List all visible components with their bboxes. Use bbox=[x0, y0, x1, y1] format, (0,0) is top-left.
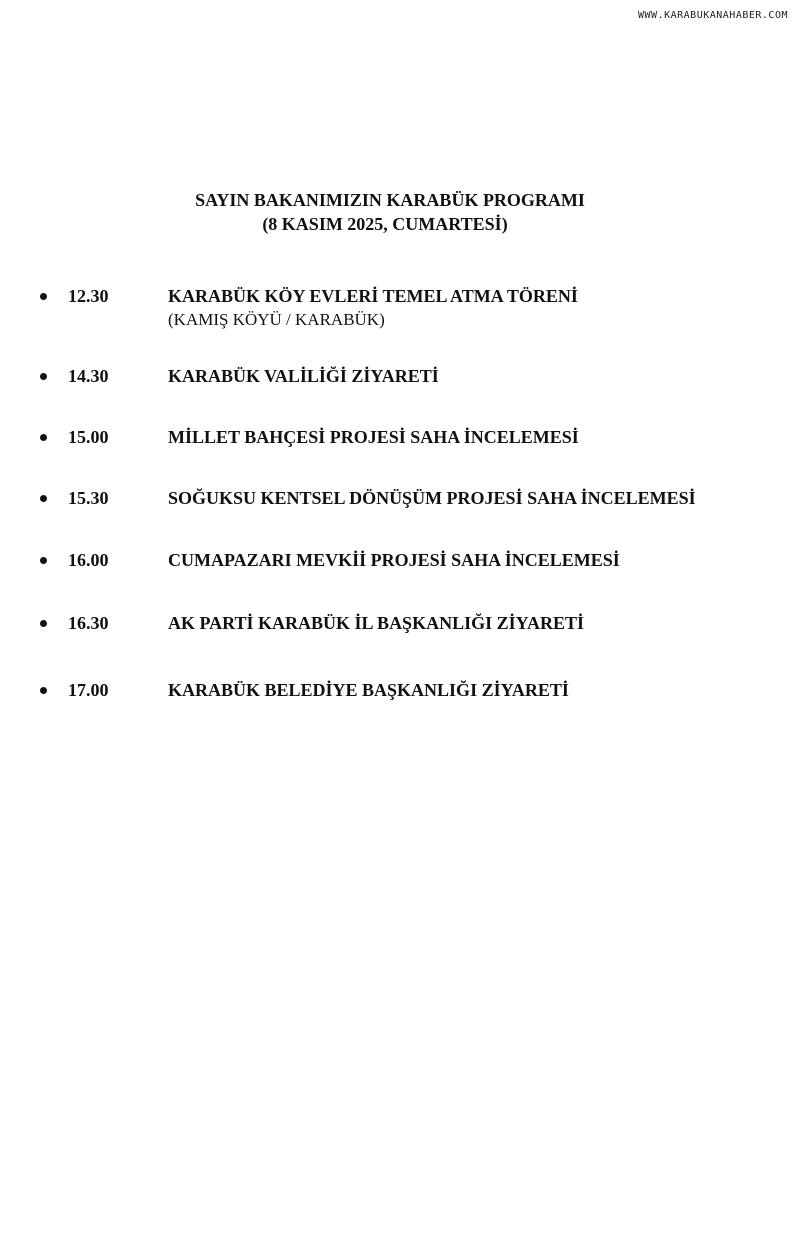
schedule-time: 16.30 bbox=[68, 613, 109, 633]
schedule-time: 17.00 bbox=[68, 680, 109, 700]
schedule-time: 16.00 bbox=[68, 550, 109, 570]
title-line-1: SAYIN BAKANIMIZIN KARABÜK PROGRAMI bbox=[195, 190, 585, 210]
schedule-event: SOĞUKSU KENTSEL DÖNÜŞÜM PROJESİ SAHA İNCELEMESİ bbox=[168, 488, 696, 508]
schedule-event: KARABÜK BELEDİYE BAŞKANLIĞI ZİYARETİ bbox=[168, 680, 569, 700]
bullet-icon bbox=[40, 495, 47, 502]
bullet-icon bbox=[40, 373, 47, 380]
schedule-time: 15.00 bbox=[68, 427, 109, 447]
schedule-time: 14.30 bbox=[68, 366, 109, 386]
bullet-icon bbox=[40, 557, 47, 564]
schedule-event: CUMAPAZARI MEVKİİ PROJESİ SAHA İNCELEMESİ bbox=[168, 550, 620, 570]
schedule-event: MİLLET BAHÇESİ PROJESİ SAHA İNCELEMESİ bbox=[168, 427, 579, 447]
schedule-item bbox=[0, 678, 800, 722]
bullet-icon bbox=[40, 687, 47, 694]
schedule-item bbox=[0, 364, 800, 408]
bullet-icon bbox=[40, 293, 47, 300]
program-title bbox=[0, 188, 780, 236]
bullet-icon bbox=[40, 434, 47, 441]
title-line-2: (8 KASIM 2025, CUMARTESİ) bbox=[262, 214, 508, 234]
schedule-item bbox=[0, 425, 800, 469]
schedule-time: 12.30 bbox=[68, 286, 109, 306]
schedule-item bbox=[0, 548, 800, 592]
schedule-time: 15.30 bbox=[68, 488, 109, 508]
schedule-item bbox=[0, 611, 800, 655]
bullet-icon bbox=[40, 620, 47, 627]
schedule-event-location: (KAMIŞ KÖYÜ / KARABÜK) bbox=[168, 310, 385, 329]
schedule-event: KARABÜK VALİLİĞİ ZİYARETİ bbox=[168, 366, 439, 386]
schedule-item bbox=[0, 486, 800, 530]
schedule-event: AK PARTİ KARABÜK İL BAŞKANLIĞI ZİYARETİ bbox=[168, 613, 584, 633]
schedule-item bbox=[0, 284, 800, 328]
schedule-event: KARABÜK KÖY EVLERİ TEMEL ATMA TÖRENİ bbox=[168, 286, 578, 306]
watermark-url: WWW.KARABUKANAHABER.COM bbox=[638, 10, 788, 21]
